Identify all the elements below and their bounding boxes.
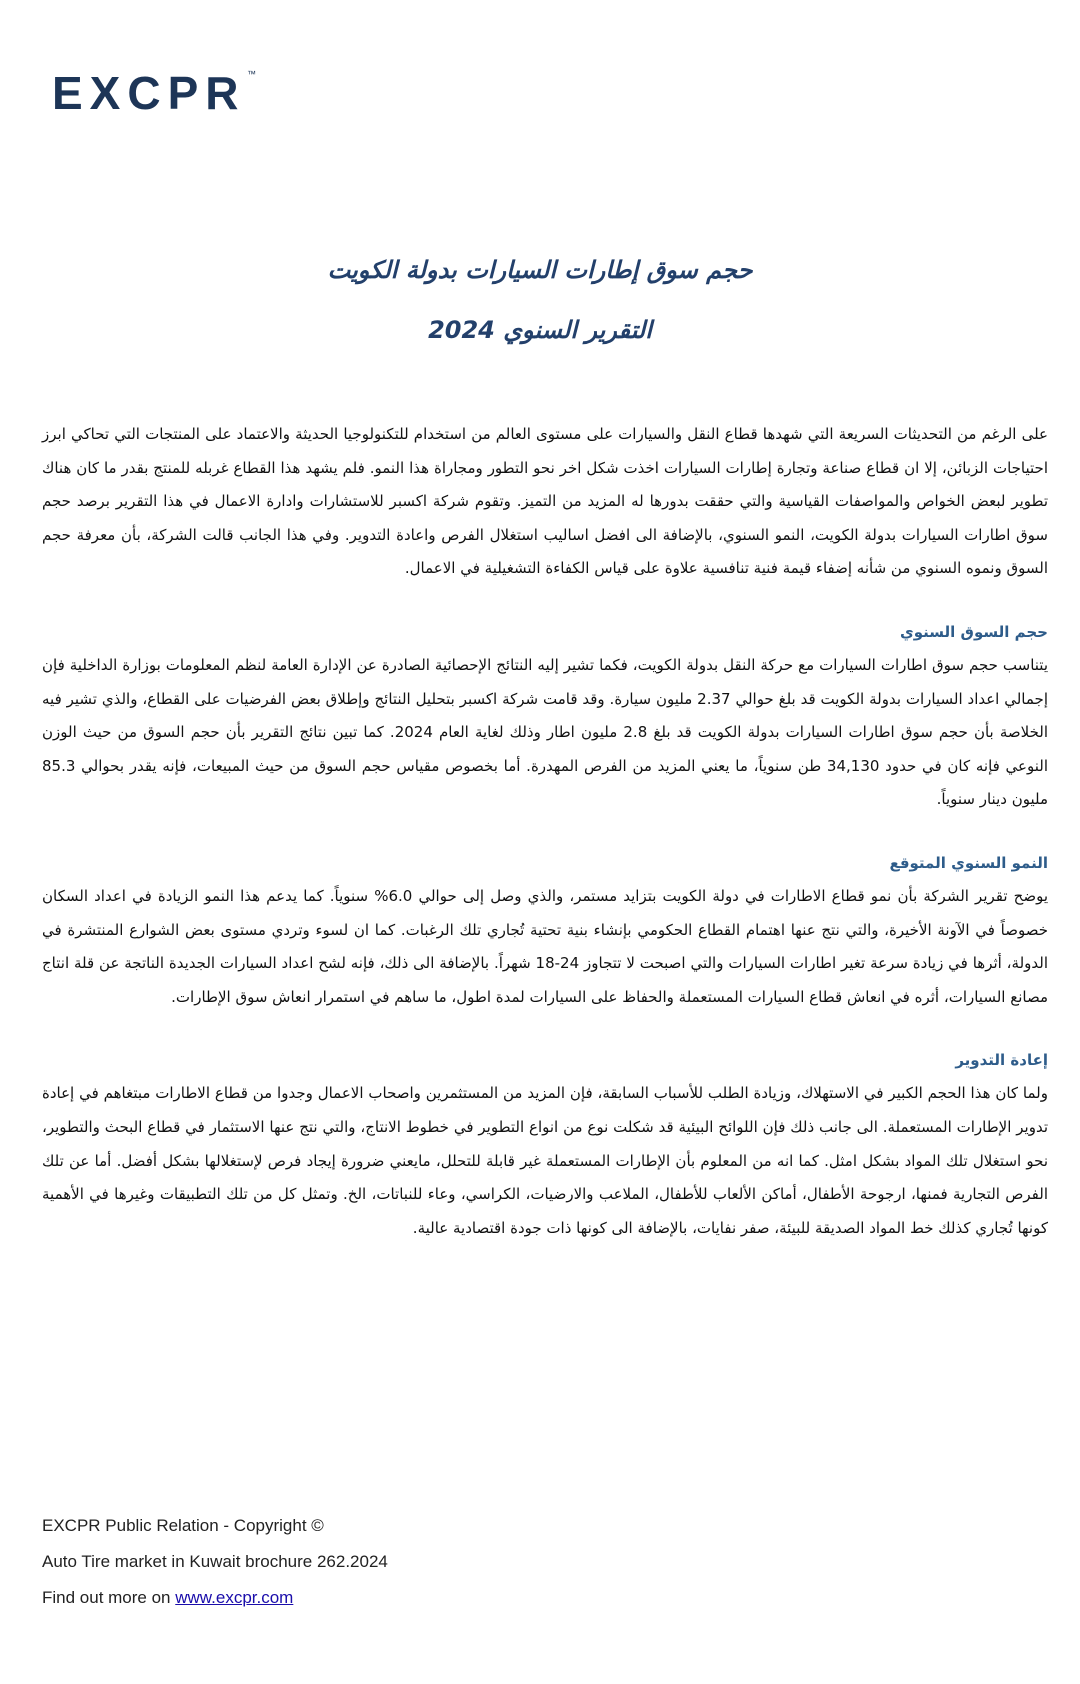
- report-body: [42, 418, 1048, 1245]
- report-title-block: [0, 240, 1080, 360]
- trademark-symbol: ™: [247, 69, 256, 79]
- section-heading-annual-growth: النمو السنوي المتوقع: [889, 853, 1048, 872]
- footer-find-out-more: [42, 1580, 742, 1616]
- footer-copyright: EXCPR Public Relation - Copyright ©: [42, 1516, 324, 1535]
- footer-brochure: Auto Tire market in Kuwait brochure 262.2024: [42, 1552, 388, 1571]
- section-heading-market-size: حجم السوق السنوي: [900, 622, 1048, 641]
- intro-paragraph: على الرغم من التحديثات السريعة التي شهدها قطاع النقل والسيارات على مستوى العالم من استخدام للتكنولوجيا الحديثة والاعتماد على المنتجات التي تحاكي ابرز احتياجات الزبائن، إلا ان قطاع صناعة وتجارة إطارات السيارات اخذت شكل اخر نحو التطور ومجاراة هذا النمو. فلم يشهد هذا القطاع غربله للمنتج بقدر ما كان هناك تطوير لبعض الخواص والمواصفات القياسية والتي حققت بدورها له المزيد من التميز. وتقوم شركة اكسبر للاستشارات وادارة الاعمال في هذا التقرير برصد حجم سوق اطارات السيارات بدولة الكويت، النمو السنوي، بالإضافة الى افضل اساليب استغلال الفرص واعادة التدوير. وفي هذا الجانب قالت الشركة، بأن معرفة حجم السوق ونموه السنوي من شأنه إضفاء قيمة فنية تنافسية علاوة على قياس الكفاءة التشغيلية في الاعمال.: [42, 425, 1048, 578]
- section-paragraph-annual-growth: يوضح تقرير الشركة بأن نمو قطاع الاطارات في دولة الكويت بتزايد مستمر، والذي وصل إلى حوالي 6.0% سنوياً. كما يدعم هذا النمو الزيادة في اعداد السكان خصوصاً في الآونة الأخيرة، والتي نتج عنها اهتمام القطاع الحكومي بإنشاء بنية تحتية تُجاري تلك الرغبات. كما ان لسوء وتردي مستوى بعض الشوارع المنتشرة في الدولة، أثرها في زيادة سرعة تغير اطارات السيارات والتي اصبحت لا تتجاوز 24-18 شهراً. بالإضافة الى ذلك، فإنه لشح اعداد السيارات الجديدة الناتجة عن قلة انتاج مصانع السيارات، أثره في انعاش قطاع السيارات المستعملة والحفاظ على السيارات لمدة اطول، ما ساهم في استمرار انعاش سوق الإطارات.: [42, 886, 1049, 1006]
- footer: [42, 1508, 742, 1616]
- excpr-logo: EXCPR: [52, 67, 246, 119]
- website-link[interactable]: www.excpr.com: [175, 1588, 294, 1607]
- footer-find-out-prefix: Find out more on: [42, 1588, 176, 1607]
- section-paragraph-recycling: ولما كان هذا الحجم الكبير في الاستهلاك، وزيادة الطلب للأسباب السابقة، فإن المزيد من المستثمرين واصحاب الاعمال وجدوا من قطاع الاطارات مبتغاهم في إعادة تدوير الإطارات المستعملة. الى جانب ذلك فإن اللوائح البيئية قد شكلت نوع من انواع التطوير في خطوط الانتاج، والتي نتج عنها الاستثمار في قطاع البحث والتطوير، نحو استغلال تلك المواد بشكل امثل. كما انه من المعلوم بأن الإطارات المستعملة غير قابلة للتحلل، مايعني ضرورة إيجاد فرص لإستغلالها بشكل أفضل. أما عن تلك الفرص التجارية فمنها، ارجوحة الأطفال، أماكن الألعاب للأطفال، الملاعب والارضيات، الكراسي، وعاء للنباتات، الخ. وتمثل كل من تلك التطبيقات وغيرها في الأهمية كونها تُجاري كذلك خط المواد الصديقة للبيئة، صفر نفايات، بالإضافة الى كونها ذات جودة اقتصادية عالية.: [42, 1084, 1048, 1237]
- report-subtitle: التقرير السنوي 2024: [428, 316, 652, 344]
- report-title: حجم سوق إطارات السيارات بدولة الكويت: [327, 256, 753, 284]
- section-paragraph-market-size: يتناسب حجم سوق اطارات السيارات مع حركة النقل بدولة الكويت، فكما تشير إليه النتائج الإحصائية الصادرة عن الإدارة العامة لنظم المعلومات بوزارة الداخلية فإن إجمالي اعداد السيارات بدولة الكويت قد بلغ حوالي 2.37 مليون سيارة. وقد قامت شركة اكسبر بتحليل النتائج وإطلاق بعض الفرضيات على القطاع، والذي تشير فيه الخلاصة بأن حجم سوق اطارات السيارات بدولة الكويت قد بلغ 2.8 مليون اطار وذلك لغاية العام 2024. كما تبين نتائج التقرير بأن حجم السوق من حيث الوزن النوعي فإنه كان في حدود 34,130 طن سنوياً، ما يعني المزيد من الفرص المهدرة. أما بخصوص مقياس حجم السوق من حيث المبيعات، فإنه يقدر بحوالي 85.3 مليون دينار سنوياً.: [42, 655, 1049, 809]
- section-heading-recycling: إعادة التدوير: [955, 1051, 1048, 1070]
